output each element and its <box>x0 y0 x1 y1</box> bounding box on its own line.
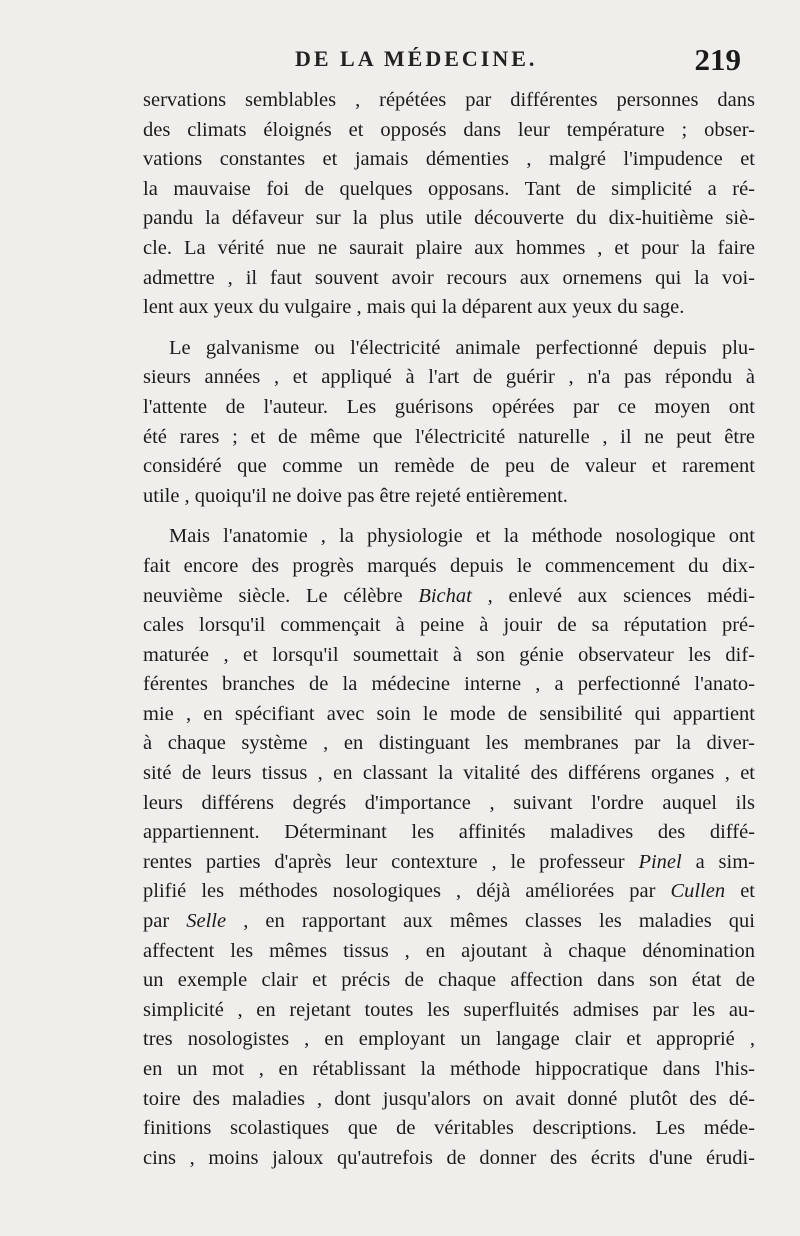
text-line: des climats éloignés et opposés dans leur température ; obser- <box>143 118 755 141</box>
text-line: utile , quoiqu'il ne doive pas être rejeté entièrement. <box>143 484 568 507</box>
text-line: l'attente de l'auteur. Les guérisons opérées par ce moyen ont <box>143 395 755 418</box>
text-line: sieurs années , et appliqué à l'art de guérir , n'a pas répondu à <box>143 366 755 389</box>
text-line: rentes parties d'après leur contexture , le professeur Pinel a sim- <box>143 850 755 873</box>
text-line: toire des maladies , dont jusqu'alors on avait donné plutôt des dé- <box>143 1087 755 1110</box>
text-line: Le galvanisme ou l'électricité animale perfectionné depuis plu- <box>169 336 755 359</box>
text-line: servations semblables , répétées par différentes personnes dans <box>143 89 755 111</box>
text-line: appartiennent. Déterminant les affinités maladives des diffé- <box>143 821 755 844</box>
text-line: admettre , il faut souvent avoir recours aux ornemens qui la voi- <box>143 266 755 289</box>
text-line: fait encore des progrès marqués depuis le commencement du dix- <box>143 554 755 577</box>
page-header <box>145 42 755 82</box>
text-line: vations constantes et jamais démenties , malgré l'impudence et <box>143 148 755 171</box>
text-line: pandu la défaveur sur la plus utile découverte du dix-huitième siè- <box>143 207 755 230</box>
running-head: DE LA MÉDECINE. <box>295 46 538 71</box>
paragraph-1 <box>143 86 755 323</box>
text-line: lent aux yeux du vulgaire , mais qui la déparent aux yeux du sage. <box>143 296 685 319</box>
text-line: finitions scolastiques que de véritables descriptions. Les méde- <box>143 1117 755 1140</box>
text-line: à chaque système , en distinguant les membranes par la diver- <box>143 732 755 755</box>
paragraph-3 <box>143 522 755 1173</box>
text-line: par Selle , en rapportant aux mêmes classes les maladies qui <box>143 910 755 933</box>
text-line: en un mot , en rétablissant la méthode hippocratique dans l'his- <box>143 1058 755 1080</box>
text-line: Mais l'anatomie , la physiologie et la méthode nosologique ont <box>169 525 755 548</box>
text-line: mie , en spécifiant avec soin le mode de sensibilité qui appartient <box>143 702 755 725</box>
paragraph-2 <box>143 334 755 512</box>
page-number: 219 <box>694 42 741 77</box>
text-line: affectent les mêmes tissus , en ajoutant à chaque dénomination <box>143 939 755 962</box>
text-line: un exemple clair et précis de chaque affection dans son état de <box>143 969 755 992</box>
text-line: simplicité , en rejetant toutes les superfluités admises par les au- <box>143 998 755 1021</box>
text-line: cle. La vérité nue ne saurait plaire aux hommes , et pour la faire <box>143 236 755 259</box>
text-line: neuvième siècle. Le célèbre Bichat , enlevé aux sciences médi- <box>143 584 755 607</box>
text-line: tres nosologistes , en employant un langage clair et approprié , <box>143 1028 755 1051</box>
text-line: férentes branches de la médecine interne , a perfectionné l'anato- <box>143 673 755 696</box>
body-text <box>143 86 755 1173</box>
text-line: considéré que comme un remède de peu de valeur et rarement <box>143 455 755 478</box>
text-line: été rares ; et de même que l'électricité naturelle , il ne peut être <box>143 425 755 448</box>
text-line: leurs différens degrés d'importance , suivant l'ordre auquel ils <box>143 791 755 814</box>
text-line: sité de leurs tissus , en classant la vitalité des différens organes , et <box>143 762 755 785</box>
text-line: maturée , et lorsqu'il soumettait à son génie observateur les dif- <box>143 643 755 666</box>
text-line: cins , moins jaloux qu'autrefois de donner des écrits d'une érudi- <box>143 1146 755 1169</box>
text-line: plifié les méthodes nosologiques , déjà améliorées par Cullen et <box>143 880 755 903</box>
text-line: cales lorsqu'il commençait à peine à jouir de sa réputation pré- <box>143 614 755 637</box>
text-line: la mauvaise foi de quelques opposans. Tant de simplicité a ré- <box>143 177 755 200</box>
